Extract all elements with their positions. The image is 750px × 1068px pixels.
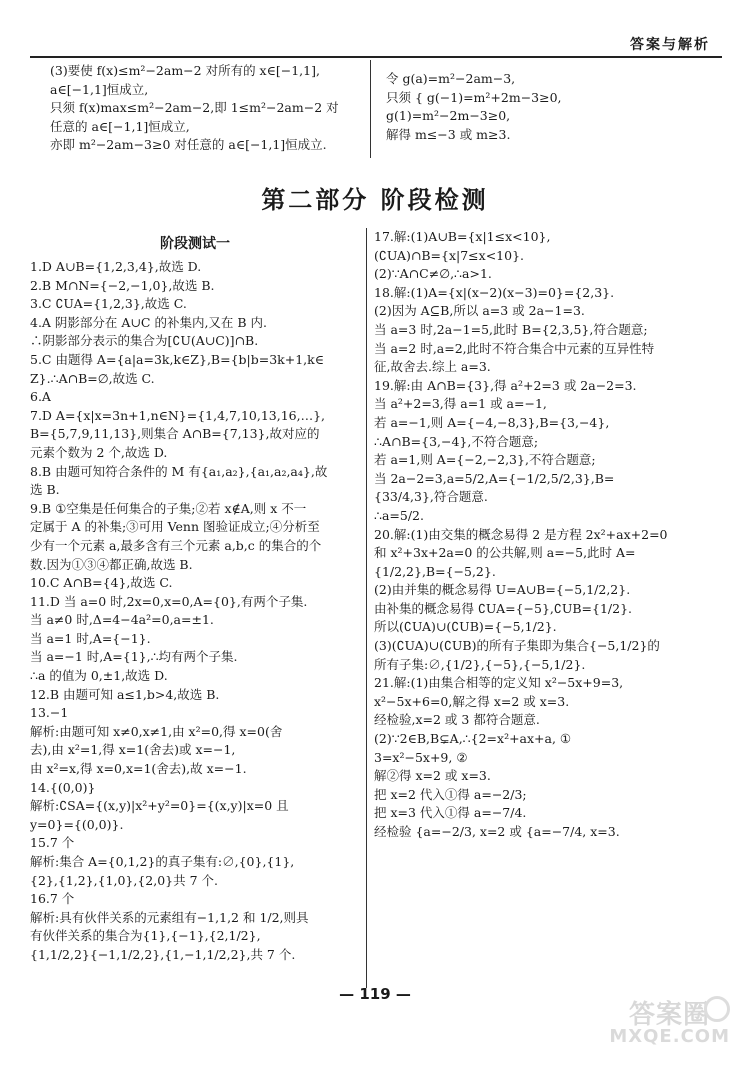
text-line: ∴a=5/2. [374,507,424,523]
text-line: 10.C A∩B={4},故选 C. [30,575,173,591]
text-line: 18.解:(1)A={x|(x−2)(x−3)=0}={2,3}. [374,284,615,300]
text-line: 令 g(a)=m²−2am−3, [386,71,516,86]
text-line: 亦即 m²−2am−3≥0 对任意的 a∈[−1,1]恒成立. [50,137,327,153]
watermark-logo [594,992,732,1054]
text-line: (2)∵A∩C≠∅,∴a>1. [374,266,492,282]
text-line: 解析:由题可知 x≠0,x≠1,由 x²=0,得 x=0(舍 [30,723,283,739]
text-line: 选 B. [30,482,60,498]
text-line: (3)要使 f(x)≤m²−2am−2 对所有的 x∈[−1,1], [50,63,320,78]
text-line: 21.解:(1)由集合相等的定义知 x²−5x+9=3, [374,675,624,691]
text-line: 把 x=3 代入①得 a=−7/4. [374,805,527,821]
text-line: 解②得 x=2 或 x=3. [374,768,491,784]
text-line: a∈[−1,1]恒成立, [50,81,149,97]
text-line: {2},{1,2},{1,0},{2,0}共 7 个. [30,872,219,888]
text-line: 当 2a−2=3,a=5/2,A={−1/2,5/2,3},B= [374,470,615,486]
text-line: 3.C ∁UA={1,2,3},故选 C. [30,296,187,312]
text-line: 由补集的概念易得 ∁UA={−5},∁UB={1/2}. [374,600,633,616]
text-line: 20.解:(1)由交集的概念易得 2 是方程 2x²+ax+2=0 [374,526,668,542]
text-line: 8.B 由题可知符合条件的 M 有{a₁,a₂},{a₁,a₂,a₄},故 [30,463,328,479]
text-line: 解析:集合 A={0,1,2}的真子集有:∅,{0},{1}, [30,854,295,869]
text-line: 若 a=1,则 A={−2,−2,3},不符合题意; [374,452,596,468]
text-line: 解析:具有伙伴关系的元素组有−1,1,2 和 1/2,则具 [30,909,309,925]
text-line: ∴a 的值为 0,±1,故选 D. [30,668,168,684]
text-line: 6.A [30,389,51,405]
text-line: 17.解:(1)A∪B={x|1≤x<10}, [374,229,551,244]
column-divider-top [370,60,371,158]
right-column [374,228,724,842]
text-line: (3)(∁UA)∪(∁UB)的所有子集即为集合{−5,1/2}的 [374,638,660,654]
text-line: {1/2,2},B={−5,2}. [374,563,496,579]
top-right-column [386,70,716,144]
text-line: 解析:∁SA={(x,y)|x²+y²=0}={(x,y)|x=0 且 [30,798,289,814]
text-line: (∁UA)∩B={x|7≤x<10}. [374,247,525,263]
text-line: 14.{(0,0)} [30,779,96,795]
left-column [30,258,362,965]
text-line: 所有子集:∅,{1/2},{−5},{−5,1/2}. [374,656,586,672]
text-line: {1,1/2,2}{−1,1/2,2},{1,−1,1/2,2},共 7 个. [30,946,296,962]
top-left-column [50,62,365,155]
text-line: 所以(∁UA)∪(∁UB)={−5,1/2}. [374,619,557,635]
text-line: Z}.∴A∩B=∅,故选 C. [30,370,155,386]
text-line: y=0}={(0,0)}. [30,816,124,832]
text-line: 当 a=2 时,a=2,此时不符合集合中元素的互异性特 [374,340,655,356]
text-line: 当 a≠0 时,Δ=4−4a²=0,a=±1. [30,612,214,628]
text-line: 只须 f(x)max≤m²−2am−2,即 1≤m²−2am−2 对 [50,100,339,116]
text-line: 当 a=1 时,A={−1}. [30,630,151,646]
text-line: 13.−1 [30,705,69,721]
text-line: 1.D A∪B={1,2,3,4},故选 D. [30,259,202,274]
text-line: 把 x=2 代入①得 a=−2/3; [374,786,527,802]
page-number: — 119 — [339,985,411,1003]
text-line: 当 a=3 时,2a−1=5,此时 B={2,3,5},符合题意; [374,321,648,337]
text-line: {33/4,3},符合题意. [374,489,488,505]
text-line: 任意的 a∈[−1,1]恒成立, [50,118,190,134]
text-line: 2.B M∩N={−2,−1,0},故选 B. [30,277,215,293]
text-line: 16.7 个 [30,891,75,907]
watermark-top-text: 答案圈 [628,1000,710,1030]
text-line: 解得 m≤−3 或 m≥3. [386,126,511,142]
text-line: 征,故舍去.综上 a=3. [374,359,491,375]
text-line: 经检验 {a=−2/3, x=2 或 {a=−7/4, x=3. [374,824,620,839]
header-rule [30,56,722,58]
test-title: 阶段测试一 [160,236,230,252]
text-line: 元素个数为 2 个,故选 D. [30,444,168,460]
text-line: 9.B ①空集是任何集合的子集;②若 x∉A,则 x 不一 [30,500,307,516]
text-line: 3=x²−5x+9, ② [374,749,468,765]
text-line: (2)∵2∈B,B⊊A,∴{2=x²+ax+a, ① [374,731,572,747]
header-title: 答案与解析 [630,37,710,53]
text-line: B={5,7,9,11,13},则集合 A∩B={7,13},故对应的 [30,426,320,442]
text-line: 经检验,x=2 或 3 都符合题意. [374,712,540,728]
text-line: 定属于 A 的补集;③可用 Venn 图验证成立;④分析至 [30,519,320,535]
part-title: 第二部分 阶段检测 [261,186,489,214]
text-line: 数.因为①③④都正确,故选 B. [30,556,193,572]
text-line: 当 a²+2=3,得 a=1 或 a=−1, [374,396,547,412]
column-divider [366,228,367,988]
text-line: 7.D A={x|x=3n+1,n∈N}={1,4,7,10,13,16,…}, [30,407,326,423]
text-line: 有伙伴关系的集合为{1},{−1},{2,1/2}, [30,928,261,944]
text-line: ∴阴影部分表示的集合为[∁U(A∪C)]∩B. [30,333,259,349]
text-line: 当 a=−1 时,A={1},∴均有两个子集. [30,649,238,665]
text-line: 由 x²=x,得 x=0,x=1(舍去),故 x=−1. [30,761,247,777]
text-line: 5.C 由题得 A={a|a=3k,k∈Z},B={b|b=3k+1,k∈ [30,351,324,367]
text-line: 4.A 阴影部分在 A∪C 的补集内,又在 B 内. [30,314,268,330]
text-line: 12.B 由题可知 a≤1,b>4,故选 B. [30,686,220,702]
text-line: 去),由 x²=1,得 x=1(舍去)或 x=−1, [30,742,236,758]
text-line: 只须 { g(−1)=m²+2m−3≥0, [386,89,562,105]
watermark-bottom-text: MXQE.COM [609,1026,730,1047]
text-line: 和 x²+3x+2a=0 的公共解,则 a=−5,此时 A= [374,545,636,561]
text-line: 若 a=−1,则 A={−4,−8,3},B={3,−4}, [374,414,610,430]
text-line: g(1)=m²−2m−3≥0, [386,108,511,124]
text-line: 19.解:由 A∩B={3},得 a²+2=3 或 2a−2=3. [374,377,637,393]
text-line: 15.7 个 [30,835,75,851]
text-line: 少有一个元素 a,最多含有三个元素 a,b,c 的集合的个 [30,537,322,553]
text-line: (2)由并集的概念易得 U=A∪B={−5,1/2,2}. [374,582,631,598]
text-line: 11.D 当 a=0 时,2x=0,x=0,A={0},有两个子集. [30,593,308,609]
text-line: x²−5x+6=0,解之得 x=2 或 x=3. [374,693,570,709]
watermark-circle-icon [704,996,730,1022]
text-line: (2)因为 A⊆B,所以 a=3 或 2a−1=3. [374,303,585,319]
text-line: ∴A∩B={3,−4},不符合题意; [374,433,539,449]
